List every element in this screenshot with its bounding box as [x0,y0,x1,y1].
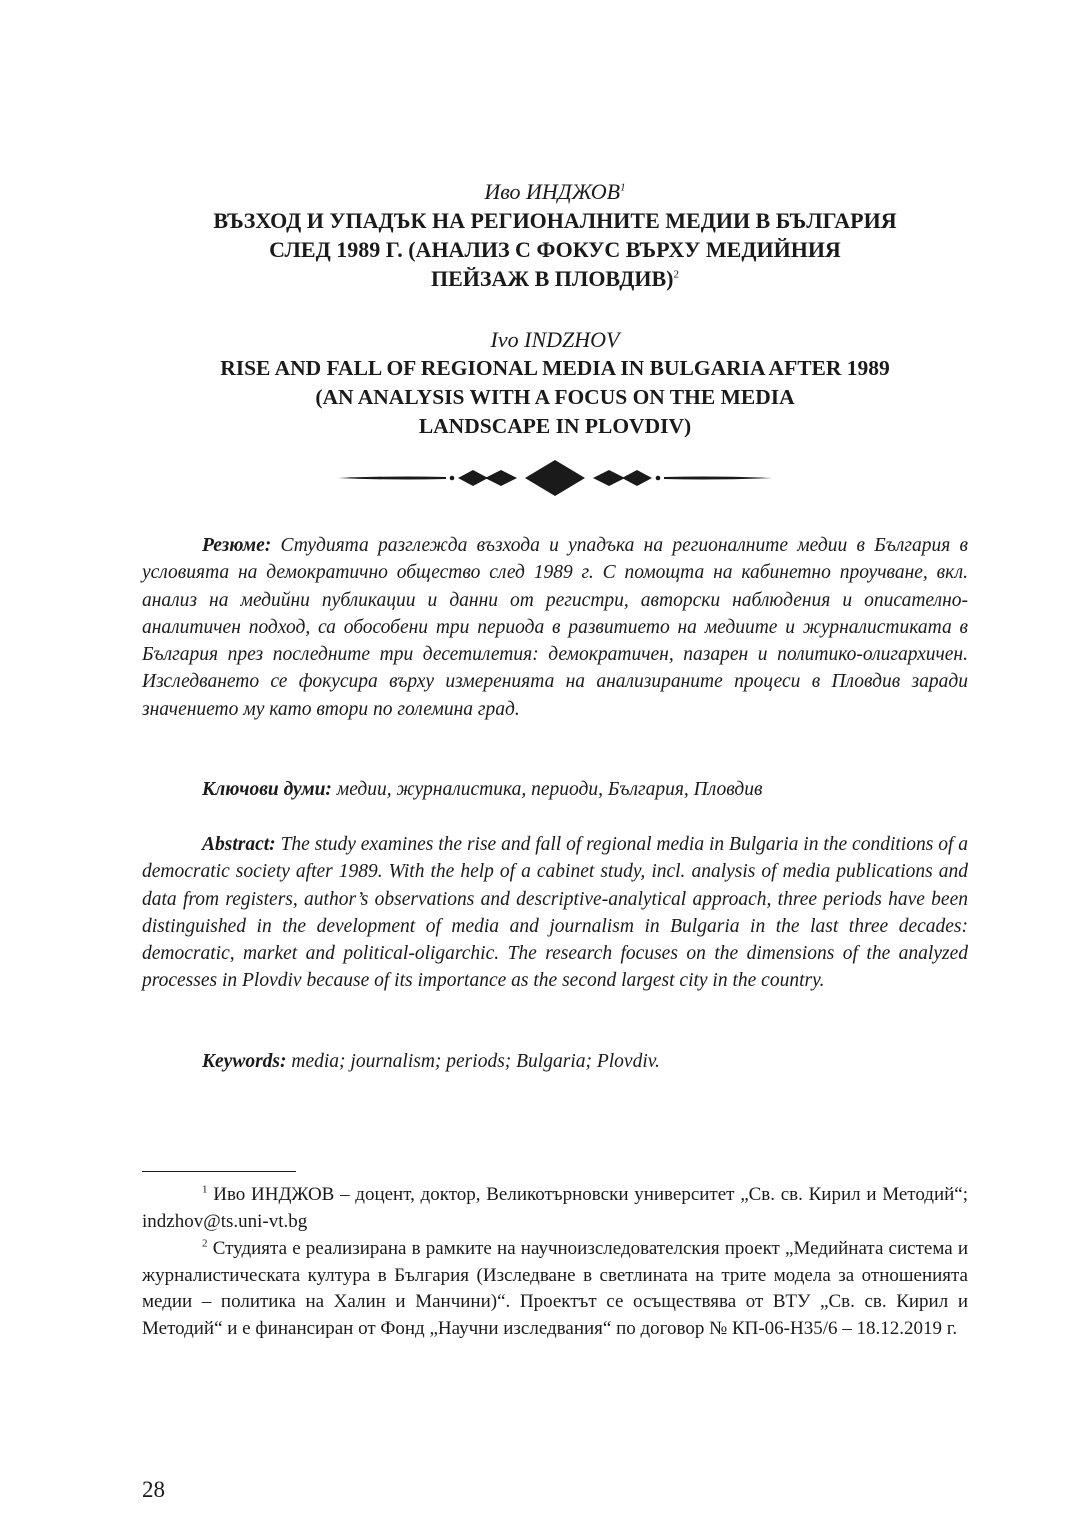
footnote-1-text: Иво ИНДЖОВ – доцент, доктор, Великотърновски университет „Св. св. Кирил и Методий“; indzhov@ts.uni-vt.bg [142,1184,968,1232]
footnote-2 [142,1236,968,1342]
keywords-bg-label: Ключови думи: [202,779,332,800]
footnote-1 [142,1182,968,1235]
page-number: 28 [142,1477,165,1502]
english-title-block [142,326,968,441]
footnote-divider [142,1171,296,1172]
footnote-1-number: 1 [202,1183,208,1196]
keywords-bg-text: медии, журналистика, периоди, България, Пловдив [336,779,763,800]
document-page [142,0,968,1534]
keywords-en-text: media; journalism; periods; Bulgaria; Plovdiv. [291,1051,660,1072]
title-en-line-1: RISE AND FALL OF REGIONAL MEDIA IN BULGARIA AFTER 1989 [220,356,890,380]
cyrillic-title-block [142,178,968,293]
keywords-en-label: Keywords: [202,1051,287,1072]
title-bg-line-2: СЛЕД 1989 Г. (АНАЛИЗ С ФОКУС ВЪРХУ МЕДИЙНИЯ [269,237,841,262]
title-en-line-3: LANDSCAPE IN PLOVDIV) [418,414,692,438]
footnote-2-text: Студията е реализирана в рамките на научноизследователския проект „Медийната система и журналистическата култура в България (Изследване в светлината на трите модела за отношенията медии – политика на Халин и Манчини)“. Проектът се осъществява от ВТУ „Св. св. Кирил и Методий“ и е финансиран от Фонд „Научни изследвания“ по договор № КП-06-Н35/6 – 18.12.2019 г. [142,1238,969,1339]
abstract-paragraph [142,831,968,995]
diamond-divider-icon [338,458,772,498]
author-name-bg: Иво ИНДЖОВ$^1$ [484,179,626,204]
summary-label: Резюме: [202,535,272,556]
title-bg-line-1: ВЪЗХОД И УПАДЪК НА РЕГИОНАЛНИТЕ МЕДИИ В БЪЛГАРИЯ [213,208,897,233]
title-en-line-2: (AN ANALYSIS WITH A FOCUS ON THE MEDIA [315,385,795,409]
abstract-label: Abstract: [202,834,276,855]
author-name-en: Ivo INDZHOV [490,327,620,352]
abstract-text: The study examines the rise and fall of regional media in Bulgaria in the conditions of a democratic society after 1989. With the help of a cabinet study, incl. analysis of media publications and data from registers, author’s observations and descriptive-analytical approach, three periods have been distinguished in the development of media and journalism in Bulgaria in the last three decades: democratic, market and political-oligarchic. The research focuses on the dimensions of the analyzed processes in Plovdiv because of its importance as the second largest city in the country. [142,834,968,992]
footnote-2-number: 2 [202,1237,208,1250]
author-footnote-ref[interactable]: 1 [620,181,626,194]
summary-text: Студията разглежда възхода и упадъка на регионалните медии в България в условията на демократично общество след 1989 г. С помощта на кабинетно проучване, вкл. анализ на медийни публикации и данни от регистри, авторски наблюдения и описателно-аналитичен подход, са обособени три периода в развитието на медиите и журналистиката в България през последните три десетилетия: демократичен, пазарен и политико-олигархичен. Изследването се фокусира върху измеренията на анализираните процеси в Пловдив заради значението му като втори по големина град. [142,535,969,720]
keywords-bg-paragraph [142,776,968,803]
title-bg-line-3: ПЕЙЗАЖ В ПЛОВДИВ)$^2$ [430,266,680,291]
title-footnote-ref[interactable]: 2 [673,268,680,281]
keywords-en-paragraph [142,1048,968,1075]
summary-paragraph [142,532,968,723]
